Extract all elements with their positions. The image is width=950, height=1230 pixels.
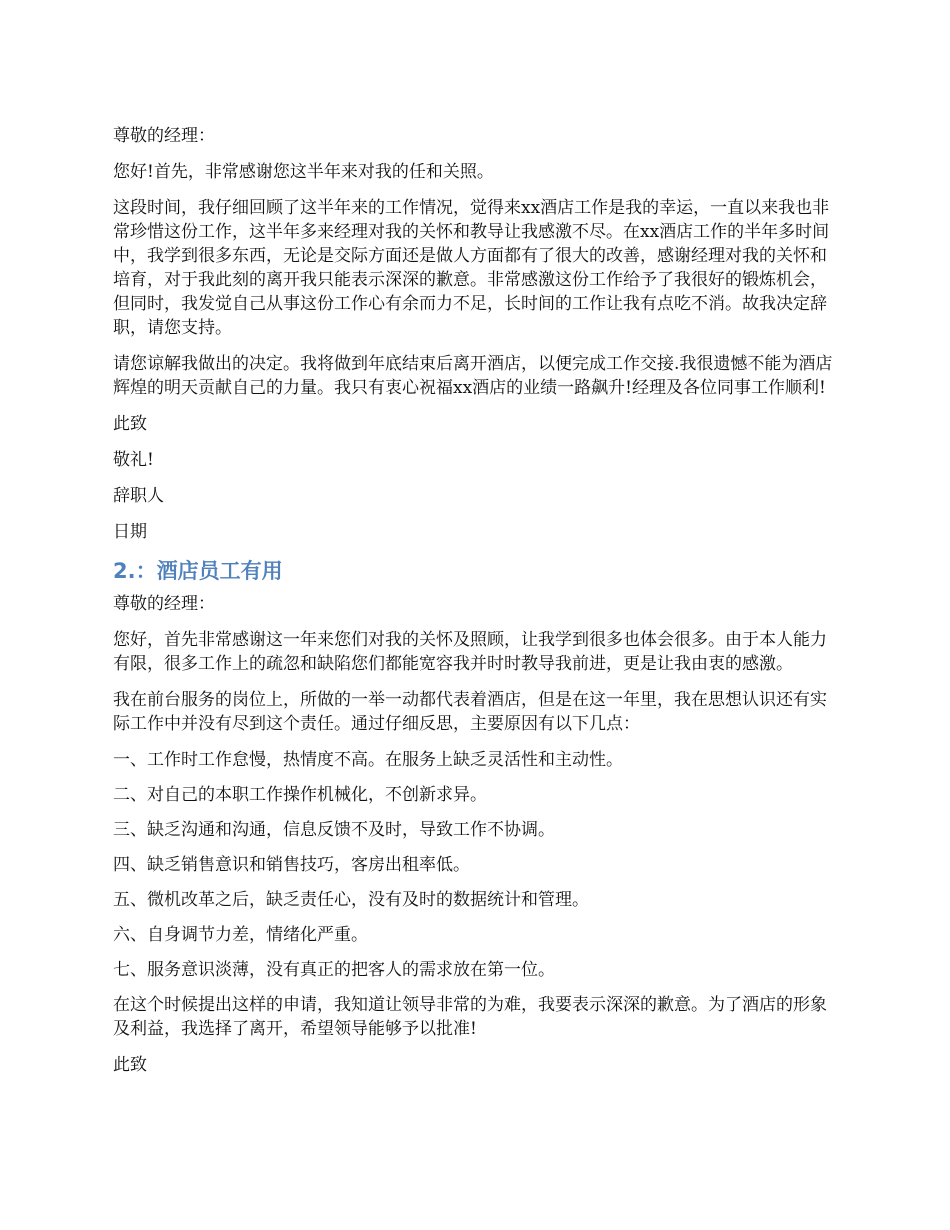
section-heading-2: 2.：酒店员工有用 [113, 559, 283, 583]
letter1-date: 日期 [113, 522, 147, 542]
letter1-closing-1: 此致 [113, 414, 147, 434]
letter1-closing-2: 敬礼! [113, 450, 154, 470]
letter1-paragraph-1: 这段时间，我仔细回顾了这半年来的工作情况，觉得来xx酒店工作是我的幸运，一直以来我也非常珍惜这份工作，这半年多来经理对我的关怀和教导让我感激不尽。在xx酒店工作的半年多时间中，我学到很多东西，无论是交际方面还是做人方面都有了很大的改善，感谢经理对我的关怀和培育，对于我此刻的离开我只能表示深深的歉意。非常感激这份工作给予了我很好的锻炼机会，但同时，我发觉自己从事这份工作心有余而力不足，长时间的工作让我有点吃不消。故我决定辞职，请您支持。 [113, 198, 830, 338]
letter1-signer: 辞职人 [113, 486, 164, 506]
letter1-salutation: 尊敬的经理： [113, 126, 215, 146]
letter2-closing-1: 此致 [113, 1055, 147, 1075]
reason-item-1: 一、工作时工作怠慢，热情度不高。在服务上缺乏灵活性和主动性。 [113, 750, 623, 770]
letter2-paragraph-1: 您好，首先非常感谢这一年来您们对我的关怀及照顾，让我学到很多也体会很多。由于本人能力有限，很多工作上的疏忽和缺陷您们都能宽容我并时时教导我前进，更是让我由衷的感激。 [113, 630, 827, 674]
reason-item-2: 二、对自己的本职工作操作机械化，不创新求异。 [113, 785, 487, 805]
reason-item-3: 三、缺乏沟通和沟通，信息反馈不及时，导致工作不协调。 [113, 820, 555, 840]
letter1-paragraph-2: 请您谅解我做出的决定。我将做到年底结束后离开酒店，以便完成工作交接.我很遗憾不能为酒店辉煌的明天贡献自己的力量。我只有衷心祝福xx酒店的业绩一路飙升!经理及各位同事工作顺利! [113, 354, 833, 398]
letter2-salutation: 尊敬的经理： [113, 594, 215, 614]
reason-item-4: 四、缺乏销售意识和销售技巧，客房出租率低。 [113, 855, 470, 875]
letter2-paragraph-2: 我在前台服务的岗位上，所做的一举一动都代表着酒店，但是在这一年里，我在思想认识还有实际工作中并没有尽到这个责任。通过仔细反思，主要原因有以下几点： [113, 690, 827, 734]
reason-item-5: 五、微机改革之后，缺乏责任心，没有及时的数据统计和管理。 [113, 890, 589, 910]
reason-item-6: 六、自身调节力差，情绪化严重。 [113, 925, 368, 945]
letter2-paragraph-3: 在这个时候提出这样的申请，我知道让领导非常的为难，我要表示深深的歉意。为了酒店的形象及利益，我选择了离开，希望领导能够予以批准! [113, 995, 827, 1039]
reason-item-7: 七、服务意识淡薄，没有真正的把客人的需求放在第一位。 [113, 960, 555, 980]
letter1-greeting: 您好!首先，非常感谢您这半年来对我的任和关照。 [113, 162, 494, 182]
